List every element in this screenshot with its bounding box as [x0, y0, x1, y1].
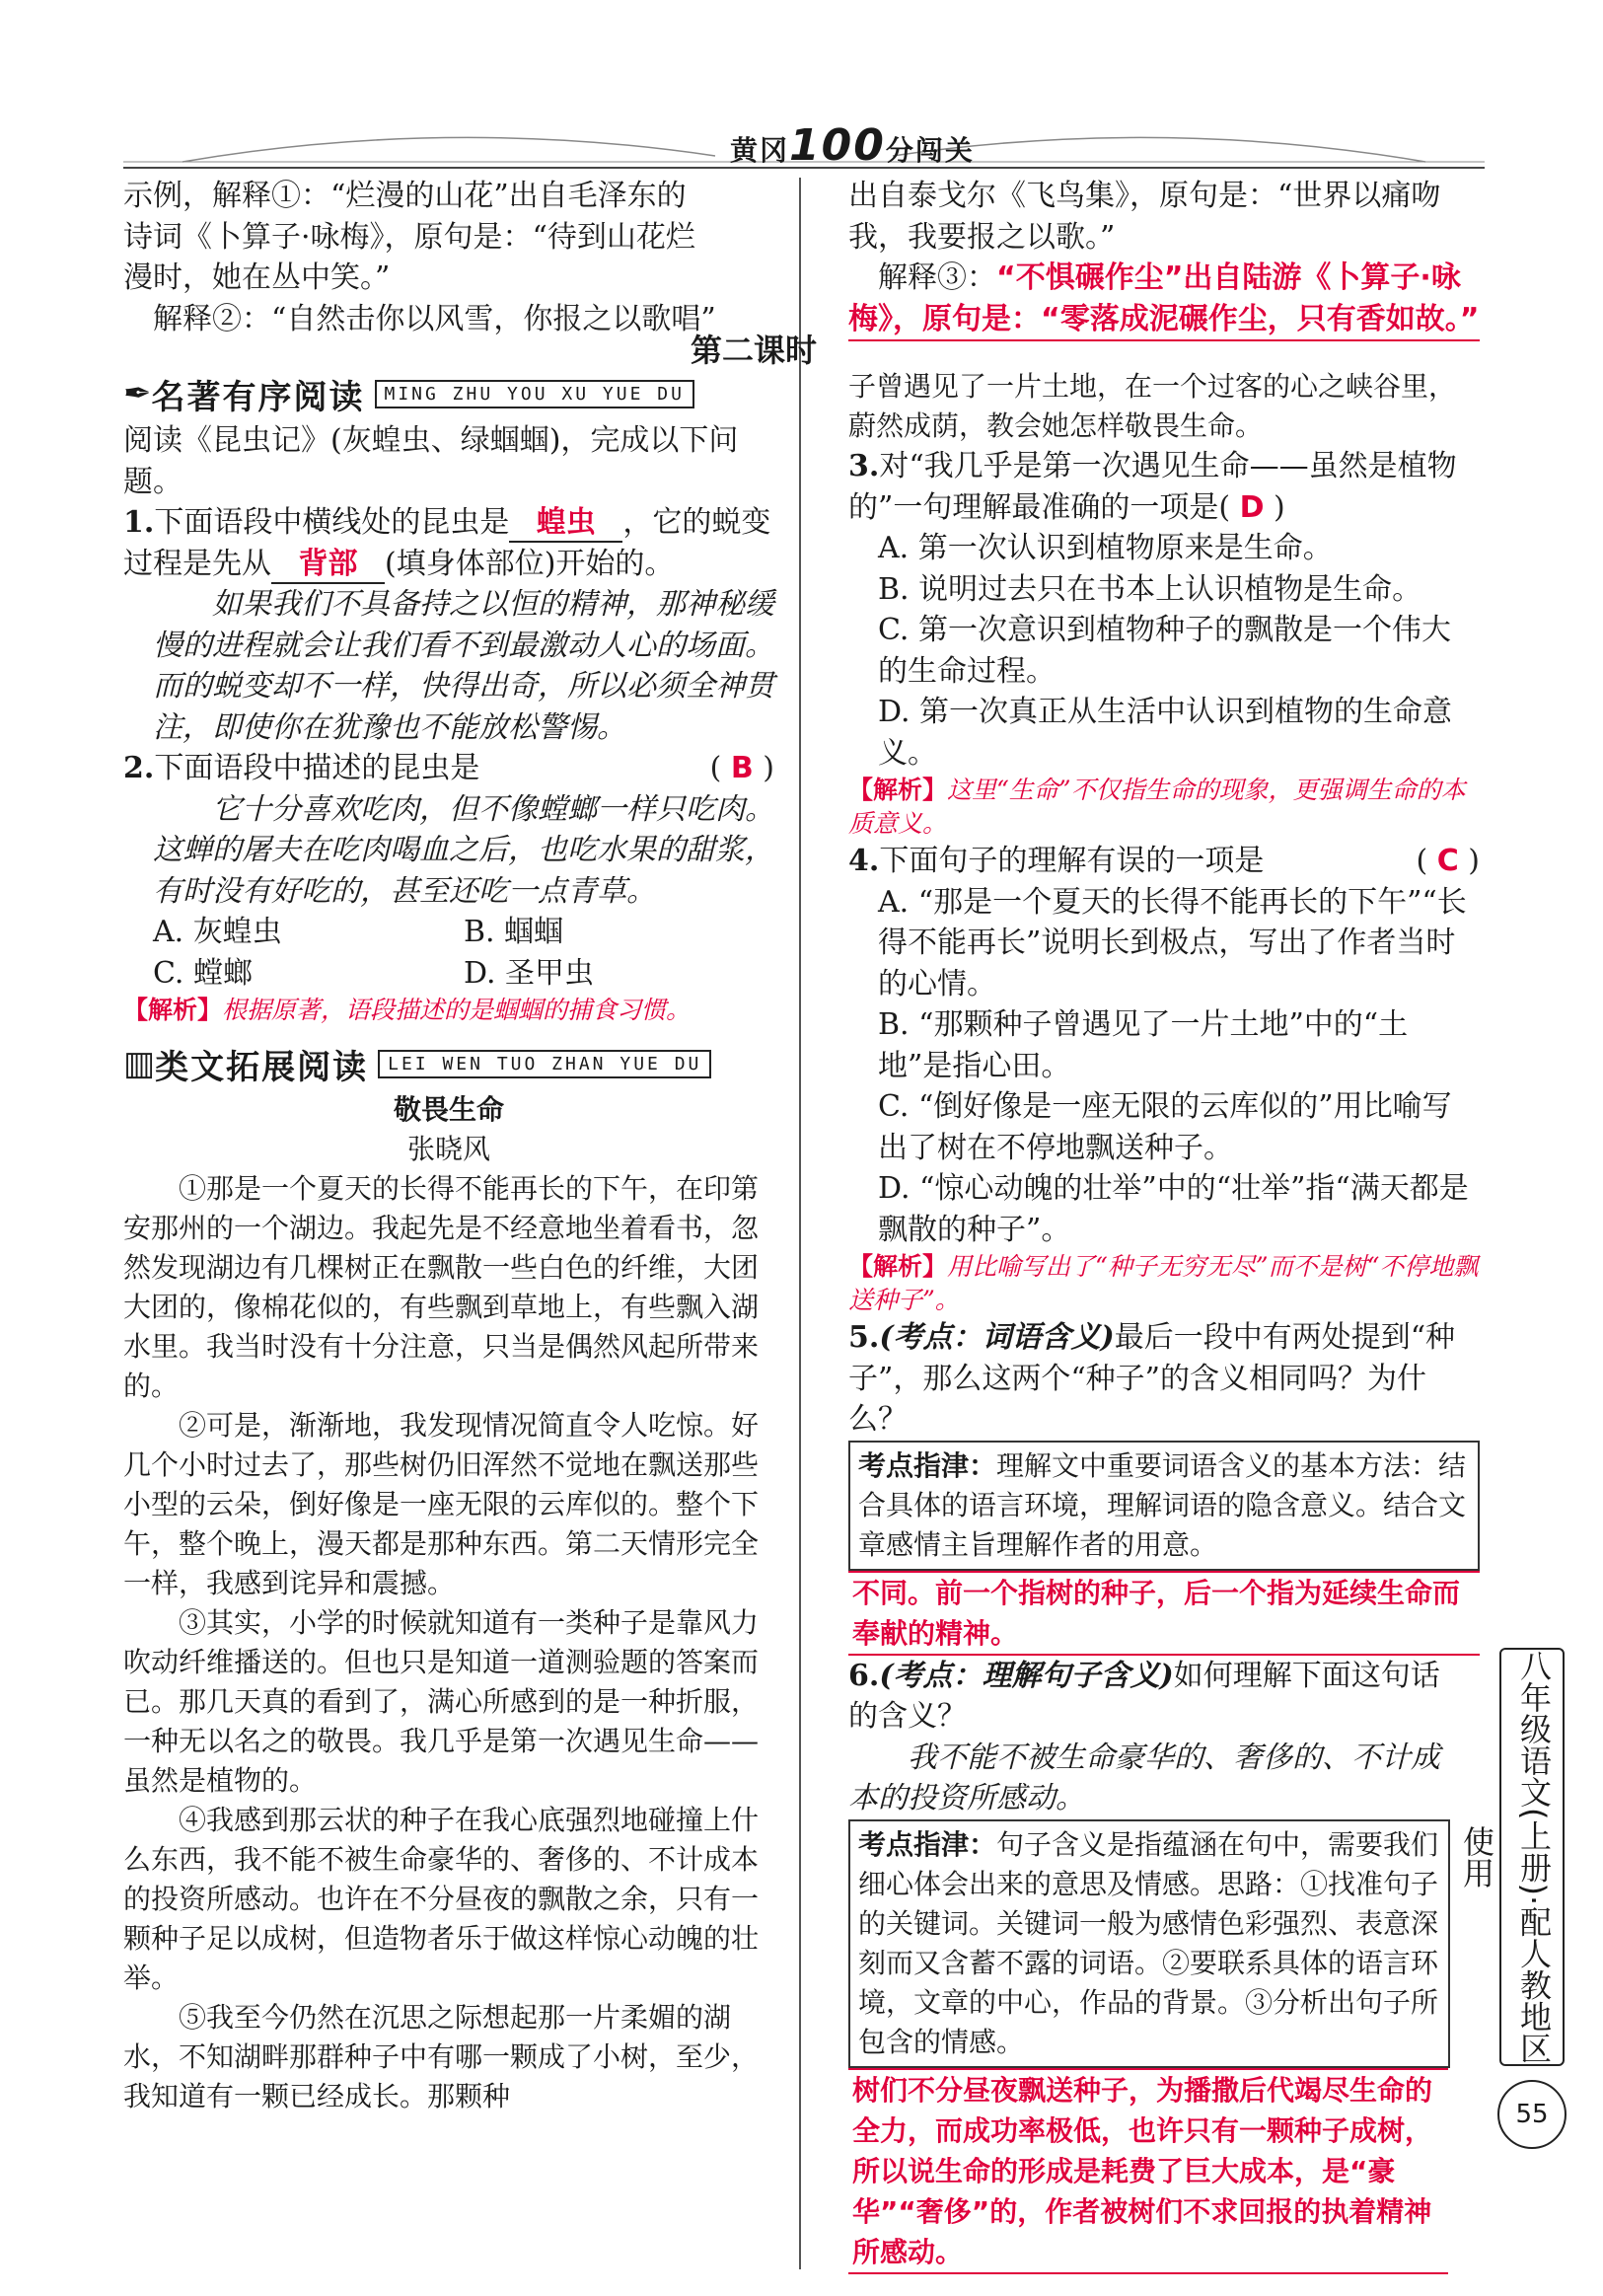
answer-q6: 树们不分昼夜飘送种子，为播撒后代竭尽生命的全力，而成功率极低，也许只有一颗种子成树，所以说生命的形成是耗费了巨大成本，是“豪华”“奢侈”的，作者被树们不求回报的执着精神所感动。: [848, 2068, 1448, 2274]
right-column: 子曾遇见了一片土地，在一个过客的心之峡谷里，蔚然成荫，教会她怎样敬畏生命。 3.对“我几乎是第一次遇见生命——虽然是植物的”一句理解最准确的一项是( D ) A. 第一次认识到植物原来是生命。 B. 说明过去只在书本上认识植物是生命。 C. 第一次意识到植物种子的飘散是一个伟大的生命过程。 D. 第一次真正从生活中认识到植物的生命意义。 【解析】这里“生命”不仅指生命的现象，更强调生命的本质意义。 4.下面句子的理解有误的一项是 ( C ) A. “那是一个夏天的长得不能再长的下午”“长得不能再长”说明长到极点，写出了作者当时的心情。 B. “那颗种子曾遇见了一片土地”中的“土地”是指心田。 C. “倒好像是一座无限的云库似的”用比喻写出了树在不停地飘送种子。 D. “惊心动魄的壮举”中的“壮举”指“满天都是飘散的种子”。 【解析】用比喻写出了“种子无穷无尽”而不是树“不停地飘送种子”。 5.(考点：词语含义)最后一段中有两处提到“种子”，那么这两个“种子”的含义相同吗？为什么？ 考点指津：理解文中重要词语含义的基本方法：结合具体的语言环境，理解词语的隐含意义。结合文章感情主旨理解作者的用意。 不同。前一个指树的种子，后一个指为延续生命而奉献的精神。 6.(考点：理解句子含义)如何理解下面这句话的含义？ 我不能不被生命豪华的、奢侈的、不计成本的投资所感动。 考点指津：句子含义是指蕴涵在句中，需要我们细心体会出来的意思及情感。思路：①找准句子的关键词。关键词一般为感情色彩强烈、表意深刻而又含蓄不露的词语。②要联系具体的语言环境，文章的中心，作品的背景。③分析出句子所包含的情感。 树们不分昼夜飘送种子，为播撒后代竭尽生命的全力，而成功率极低，也许只有一颗种子成树，所以说生命的形成是耗费了巨大成本，是“豪华”“奢侈”的，作者被树们不求回报的执着精神所感动。: [848, 367, 1480, 2274]
lesson-title: 第二课时: [691, 332, 818, 369]
books-icon: ▥: [123, 1044, 156, 1083]
section-banner-classics: ✒ 名著有序阅读 MING ZHU YOU XU YUE DU: [123, 367, 774, 420]
tip-box-q6: 考点指津：句子含义是指蕴涵在句中，需要我们细心体会出来的意思及情感。思路：①找准句子的关键词。关键词一般为感情色彩强烈、表意深刻而又含蓄不露的词语。②要联系具体的语言环境，文章的中心，作品的背景。③分析出句子所包含的情感。: [848, 1819, 1450, 2068]
left-column: ✒ 名著有序阅读 MING ZHU YOU XU YUE DU 阅读《昆虫记》(灰蝗虫、绿蝈蝈)，完成以下问题。 1.下面语段中横线处的昆虫是 蝗虫 ，它的蜕变过程是先从 背部 (填身体部位)开始的。 如果我们不具备持之以恒的精神，那神秘缓慢的进程就会让我们看不到最激动人心的场面。而的蜕变却不一样，快得出奇，所以必须全神贯注，即使你在犹豫也不能放松警惕。 2.下面语段中描述的昆虫是 ( B ) 它十分喜欢吃肉，但不像螳螂一样只吃肉。这蝉的屠夫在吃肉喝血之后，也吃水果的甜浆，有时没有好吃的，甚至还吃一点青草。 A. 灰蝗虫 B. 蝈蝈 C. 螳螂 D. 圣甲虫 【解析】根据原著，语段描述的是蝈蝈的捕食习惯。 ▥ 类文拓展阅读 LEI WEN TUO ZHAN YUE DU 敬畏生命 张晓风 ①那是一个夏天的长得不能再长的下午，在印第安那州的一个湖边。我起先是不经意地坐着看书，忽然发现湖边有几棵树正在飘散一些白色的纤维，大团大团的，像棉花似的，有些飘到草地上，有些飘入湖水里。我当时没有十分注意，只当是偶然风起所带来的。 ②可是，渐渐地，我发现情况简直令人吃惊。好几个小时过去了，那些树仍旧浑然不觉地在飘送那些小型的云朵，倒好像是一座无限的云库似的。整个下午，整个晚上，漫天都是那种东西。第二天情形完全一样，我感到诧异和震撼。 ③其实，小学的时候就知道有一类种子是靠风力吹动纤维播送的。但也只是知道一道测验题的答案而已。那几天真的看到了，满心所感到的是一种折服，一种无以名之的敬畏。我几乎是第一次遇见生命——虽然是植物的。 ④我感到那云状的种子在我心底强烈地碰撞上什么东西，我不能不被生命豪华的、奢侈的、不计成本的投资所感动。也许在不分昼夜的飘散之余，只有一颗种子足以成树，但造物者乐于做这样惊心动魄的壮举。 ⑤我至今仍然在沉思之际想起那一片柔媚的湖水，不知湖畔那群种子中有哪一颗成了小树，至少，我知道有一颗已经成长。那颗种: [123, 367, 774, 2116]
answer-q5: 不同。前一个指树的种子，后一个指为延续生命而奉献的精神。: [848, 1571, 1480, 1656]
page-header: [123, 116, 1485, 176]
column-divider: [799, 178, 801, 2269]
grade-sidebar: 八年级语文(上册)·配人教地区使用: [1499, 1648, 1565, 2066]
tip-box-q5: 考点指津：理解文中重要词语含义的基本方法：结合具体的语言环境，理解词语的隐含意义。结合文章感情主旨理解作者的用意。: [848, 1441, 1480, 1571]
section-banner-extended: ▥ 类文拓展阅读 LEI WEN TUO ZHAN YUE DU: [123, 1037, 774, 1090]
top-left-text: 示例，解释①：“烂漫的山花”出自毛泽东的 诗词《卜算子·咏梅》，原句是：“待到山花烂 漫时，她在丛中笑。” 解释②：“自然击你以风雪，你报之以歌唱”: [123, 179, 716, 336]
top-right-text: 出自泰戈尔《飞鸟集》，原句是：“世界以痛吻 我，我要报之以歌。” 解释③：“不惧碾作尘”出自陆游《卜算子·咏梅》，原句是：“零落成泥碾作尘，只有香如故。”: [848, 176, 1480, 341]
header-title: 黄冈100分闯关: [730, 120, 975, 171]
page-number: 55: [1497, 2080, 1567, 2149]
reading-icon: ✒: [123, 374, 152, 413]
